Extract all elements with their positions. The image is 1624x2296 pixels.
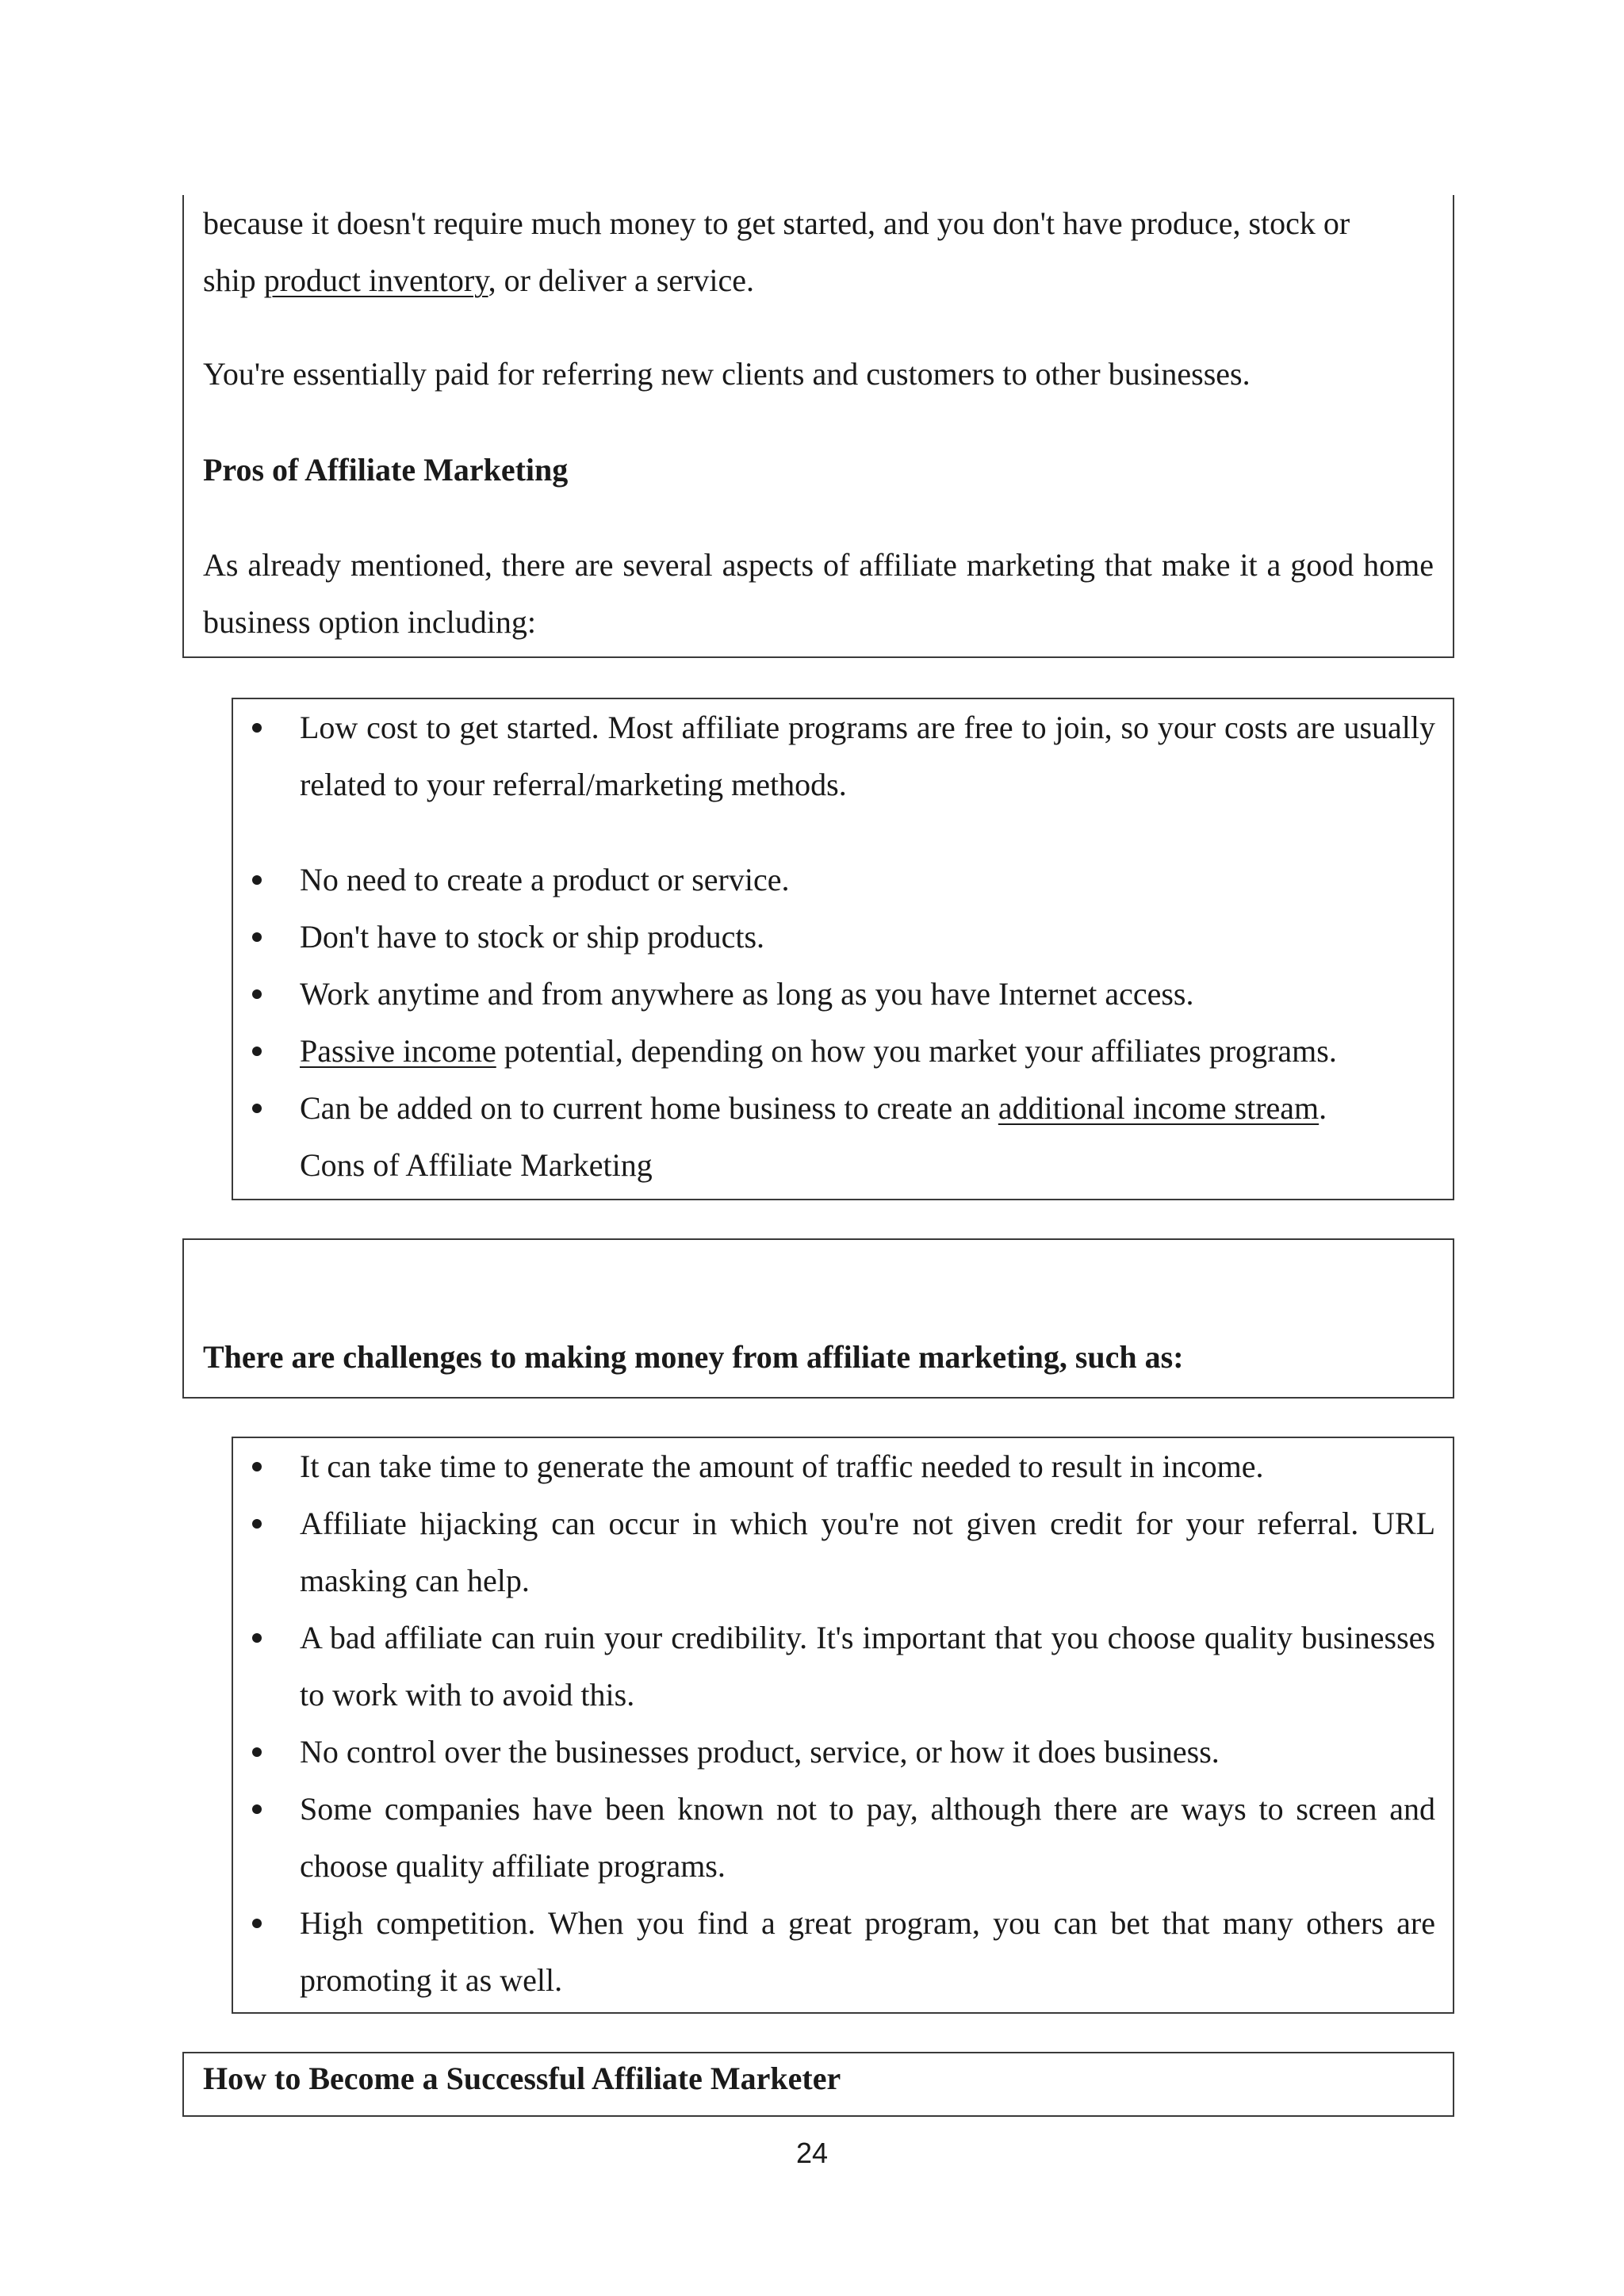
bullet-icon bbox=[252, 989, 262, 999]
list-item: Work anytime and from anywhere as long as you have Internet access. bbox=[233, 966, 1435, 1023]
bullet-icon bbox=[252, 1047, 262, 1056]
list-item: No control over the businesses product, service, or how it does business. bbox=[233, 1724, 1435, 1781]
additional-income-stream-link[interactable]: additional income stream bbox=[998, 1090, 1320, 1126]
list-item: It can take time to generate the amount of traffic needed to result in income. bbox=[233, 1438, 1435, 1495]
bullet-icon bbox=[252, 1519, 262, 1529]
list-item: High competition. When you find a great program, you can bet that many others are promoting it as well. bbox=[233, 1895, 1435, 2009]
bullet-icon bbox=[252, 1633, 262, 1643]
list-item: Passive income potential, depending on how you market your affiliates programs. bbox=[233, 1023, 1435, 1080]
bullet-icon bbox=[252, 875, 262, 885]
paid-referral-text: You're essentially paid for referring new clients and customers to other businesses. bbox=[203, 356, 1251, 392]
list-item: Affiliate hijacking can occur in which you're not given credit for your referral. URL masking can help. bbox=[233, 1495, 1435, 1609]
bullet-icon bbox=[252, 1747, 262, 1757]
pros-heading: Pros of Affiliate Marketing bbox=[203, 452, 569, 488]
bullet-icon bbox=[252, 1462, 262, 1471]
intro-line-1: because it doesn't require much money to get started, and you don't have produce, stock or bbox=[203, 205, 1350, 241]
bullet-icon bbox=[252, 1804, 262, 1814]
cons-list-box bbox=[232, 1437, 1454, 2014]
bullet-icon bbox=[252, 1919, 262, 1928]
list-item: No need to create a product or service. bbox=[233, 851, 1435, 909]
bullet-icon bbox=[252, 1104, 262, 1113]
bullet-icon bbox=[252, 932, 262, 942]
list-item: Low cost to get started. Most affiliate programs are free to join, so your costs are usually related to your referral/marketing methods. bbox=[233, 699, 1435, 813]
intro-box bbox=[182, 195, 1454, 658]
passive-income-link[interactable]: Passive income bbox=[300, 1033, 496, 1069]
howto-box bbox=[182, 2052, 1454, 2117]
pros-list bbox=[233, 699, 1435, 1194]
product-inventory-link[interactable]: product inventory bbox=[263, 262, 488, 298]
list-item: A bad affiliate can ruin your credibility. It's important that you choose quality businesses to work with to avoid this. bbox=[233, 1609, 1435, 1724]
howto-heading: How to Become a Successful Affiliate Marketer bbox=[203, 2061, 841, 2096]
challenges-box bbox=[182, 1238, 1454, 1399]
intro-paragraph: because it doesn't require much money to get started, and you don't have produce, stock or ship product inventory, or deliver a service. bbox=[203, 205, 1350, 298]
cons-list bbox=[233, 1438, 1435, 2009]
list-item: Can be added on to current home business to create an additional income stream. Cons of Affiliate Marketing bbox=[233, 1080, 1435, 1194]
bullet-icon bbox=[252, 723, 262, 733]
pros-list-box bbox=[232, 698, 1454, 1200]
list-item: Some companies have been known not to pay, although there are ways to screen and choose quality affiliate programs. bbox=[233, 1781, 1435, 1895]
cons-heading-inline: Cons of Affiliate Marketing bbox=[300, 1147, 653, 1183]
page-number: 24 bbox=[795, 2137, 829, 2169]
pros-intro-text: As already mentioned, there are several aspects of affiliate marketing that make it a good home business option including: bbox=[203, 547, 1434, 640]
list-item: Don't have to stock or ship products. bbox=[233, 909, 1435, 966]
challenges-heading: There are challenges to making money from affiliate marketing, such as: bbox=[203, 1339, 1184, 1375]
